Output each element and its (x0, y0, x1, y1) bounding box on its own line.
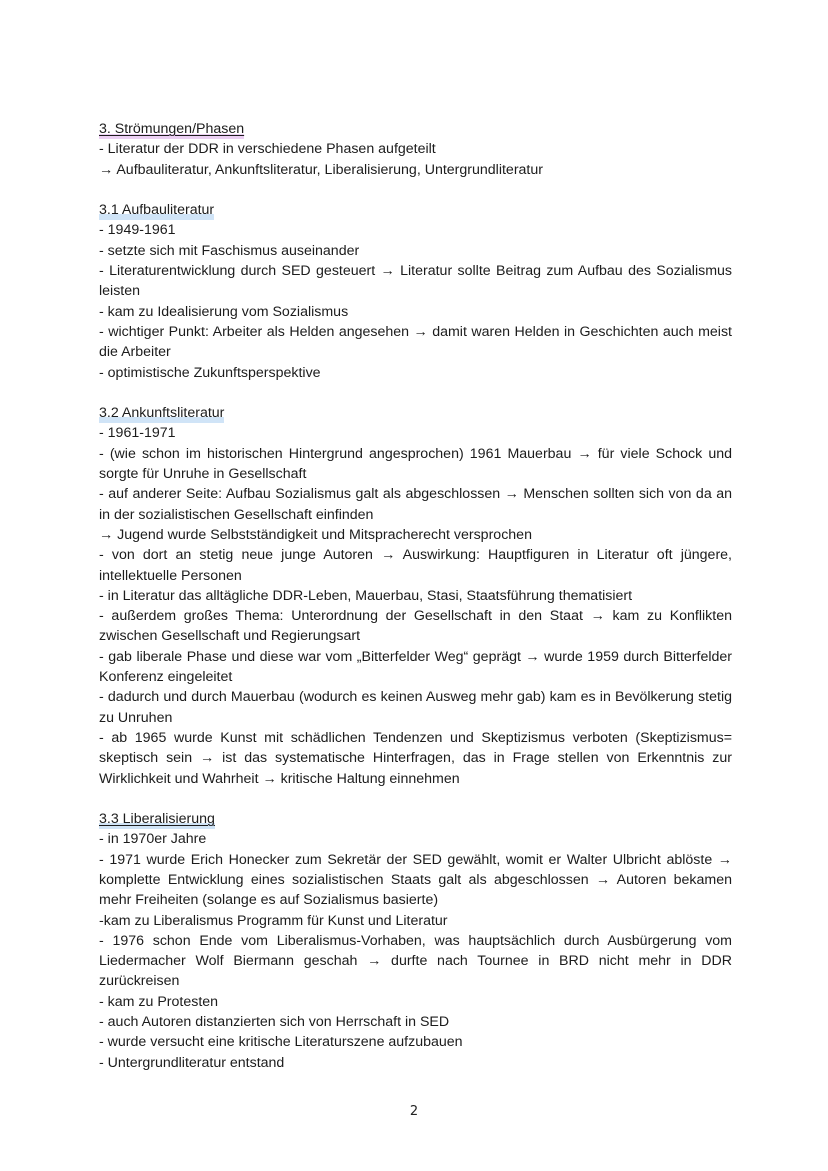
paragraph: - Literaturentwicklung durch SED gesteuert → Literatur sollte Beitrag zum Aufbau des Sozialismus leisten (99, 263, 732, 300)
paragraph: - ab 1965 wurde Kunst mit schädlichen Tendenzen und Skeptizismus verboten (Skeptizismus= skeptisch sein → ist das systematische Hinterfragen, das in Frage stellen von Erkenntnis zur Wirklichkeit und Wahrheit → kritische Haltung einnehmen (99, 729, 732, 787)
paragraph: - optimistische Zukunftsperspektive (99, 364, 321, 381)
paragraph: - wichtiger Punkt: Arbeiter als Helden angesehen → damit waren Helden in Geschichten auch meist die Arbeiter (99, 323, 732, 361)
paragraph: -kam zu Liberalismus Programm für Kunst und Literatur (99, 912, 448, 929)
document-page (99, 119, 732, 1073)
paragraph: - auf anderer Seite: Aufbau Sozialismus galt als abgeschlossen → Menschen sollten sich von da an in der sozialistischen Gesellschaft einfinden (99, 486, 732, 523)
page-number: 2 (409, 1104, 419, 1119)
paragraph: - wurde versucht eine kritische Literaturszene aufzubauen (99, 1034, 463, 1051)
paragraph: - (wie schon im historischen Hintergrund angesprochen) 1961 Mauerbau → für viele Schock und sorgte für Unruhe in Gesellschaft (99, 445, 732, 483)
paragraph: - von dort an stetig neue junge Autoren → Auswirkung: Hauptfiguren in Literatur oft jüngere, intellektuelle Personen (99, 547, 732, 584)
paragraph: - gab liberale Phase und diese war vom „Bitterfelder Weg“ geprägt → wurde 1959 durch Bitterfelder Konferenz eingeleitet (99, 648, 732, 686)
section-line: → Aufbauliteratur, Ankunftsliteratur, Liberalisierung, Untergrundliteratur (99, 161, 543, 178)
section-heading: 3. Strömungen/Phasen (99, 119, 244, 139)
paragraph: - setzte sich mit Faschismus auseinander (99, 242, 360, 259)
paragraph: - außerdem großes Thema: Unterordnung der Gesellschaft in den Staat → kam zu Konflikten zwischen Gesellschaft und Regierungsart (99, 608, 732, 645)
paragraph: - Untergrundliteratur entstand (99, 1054, 285, 1071)
subsection-heading-aufbauliteratur: 3.1 Aufbauliteratur (99, 200, 214, 220)
paragraph: - auch Autoren distanzierten sich von Herrschaft in SED (99, 1014, 450, 1031)
paragraph: - kam zu Idealisierung vom Sozialismus (99, 303, 349, 320)
paragraph: - in 1970er Jahre (99, 831, 207, 848)
paragraph: - in Literatur das alltägliche DDR-Leben, Mauerbau, Stasi, Staatsführung thematisiert (99, 587, 633, 604)
paragraph: - 1976 schon Ende vom Liberalismus-Vorhaben, was hauptsächlich durch Ausbürgerung vom Liedermacher Wolf Biermann geschah → durfte nach Tournee in BRD nicht mehr in DDR zurückreisen (99, 932, 732, 990)
paragraph: - kam zu Protesten (99, 993, 219, 1010)
paragraph: → Jugend wurde Selbstständigkeit und Mitspracherecht versprochen (99, 526, 532, 543)
paragraph: - 1971 wurde Erich Honecker zum Sekretär der SED gewählt, womit er Walter Ulbricht ablöste → komplette Entwicklung eines sozialistischen Staats galt als abgeschlossen → Autoren bekamen mehr Freiheiten (solange es auf Sozialismus basierte) (99, 851, 732, 909)
paragraph: - 1949-1961 (99, 222, 176, 239)
paragraph: - dadurch und durch Mauerbau (wodurch es keinen Ausweg mehr gab) kam es in Bevölkerung stetig zu Unruhen (99, 689, 732, 726)
subsection-heading-ankunftsliteratur: 3.2 Ankunftsliteratur (99, 403, 224, 423)
paragraph: - 1961-1971 (99, 425, 176, 442)
section-line: - Literatur der DDR in verschiedene Phasen aufgeteilt (99, 141, 436, 158)
subsection-heading-liberalisierung: 3.3 Liberalisierung (99, 809, 215, 829)
